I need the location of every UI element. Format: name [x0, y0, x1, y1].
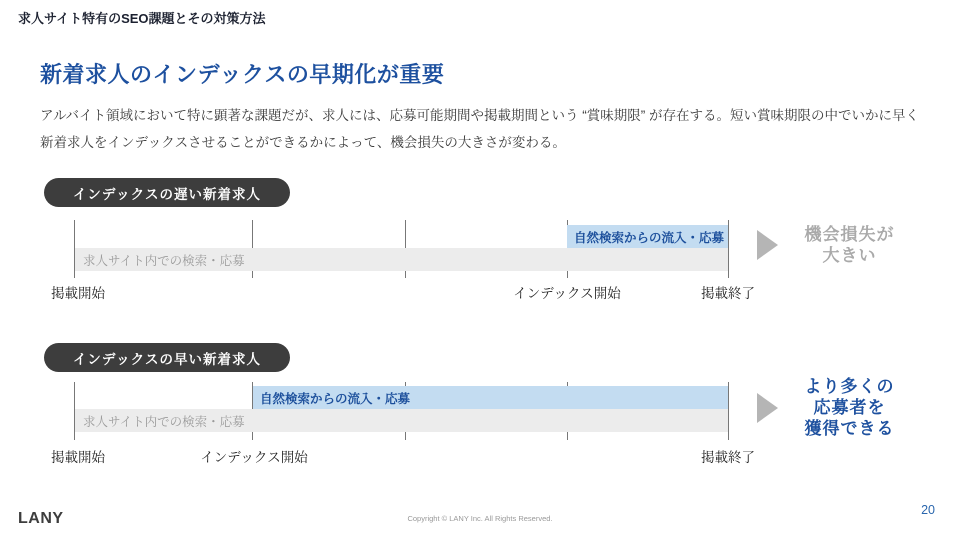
label-listing-start: 掲載開始	[51, 450, 105, 465]
slide-header: 求人サイト特有のSEO課題とその対策方法	[18, 11, 266, 26]
label-listing-end: 掲載終了	[701, 450, 755, 465]
organic-search-bar: 自然検索からの流入・応募	[253, 386, 728, 409]
timeline-tick	[728, 220, 729, 278]
timeline-tick	[728, 382, 729, 440]
organic-search-bar: 自然検索からの流入・応募	[567, 225, 728, 248]
page-number: 20	[921, 503, 935, 517]
result-text-line: 獲得できる	[804, 419, 895, 438]
result-text-loss	[772, 224, 927, 266]
result-text-line: 応募者を	[813, 398, 886, 417]
diagram-fast-index-timeline	[0, 343, 960, 483]
label-index-start: インデックス開始	[200, 450, 308, 465]
lany-logo: LANY	[18, 510, 64, 527]
diagram-fast-index-pill: インデックスの早い新着求人	[44, 343, 290, 372]
diagram-slow-index-timeline	[0, 178, 960, 318]
diagram-slow-index-pill: インデックスの遅い新着求人	[44, 178, 290, 207]
copyright-text: Copyright © LANY Inc. All Rights Reserved.	[407, 514, 553, 523]
page-title: 新着求人のインデックスの早期化が重要	[40, 62, 445, 87]
label-listing-start: 掲載開始	[51, 286, 105, 301]
result-text-line: より多くの	[804, 377, 895, 396]
site-search-bar: 求人サイト内での検索・応募	[75, 409, 728, 432]
result-text-line: 大きい	[822, 246, 877, 265]
body-text: アルバイト領域において特に顕著な課題だが、求人には、応募可能期間や掲載期間という “賞味期限” が存在する。短い賞味期限の中でいかに早く新着求人をインデックスさせることができるかによって、機会損失の大きさが変わる。	[40, 108, 920, 150]
label-index-start: インデックス開始	[513, 286, 621, 301]
label-listing-end: 掲載終了	[701, 286, 755, 301]
result-text-line: 機会損失が	[804, 225, 895, 244]
result-text-gain	[772, 376, 927, 439]
site-search-bar: 求人サイト内での検索・応募	[75, 248, 728, 271]
